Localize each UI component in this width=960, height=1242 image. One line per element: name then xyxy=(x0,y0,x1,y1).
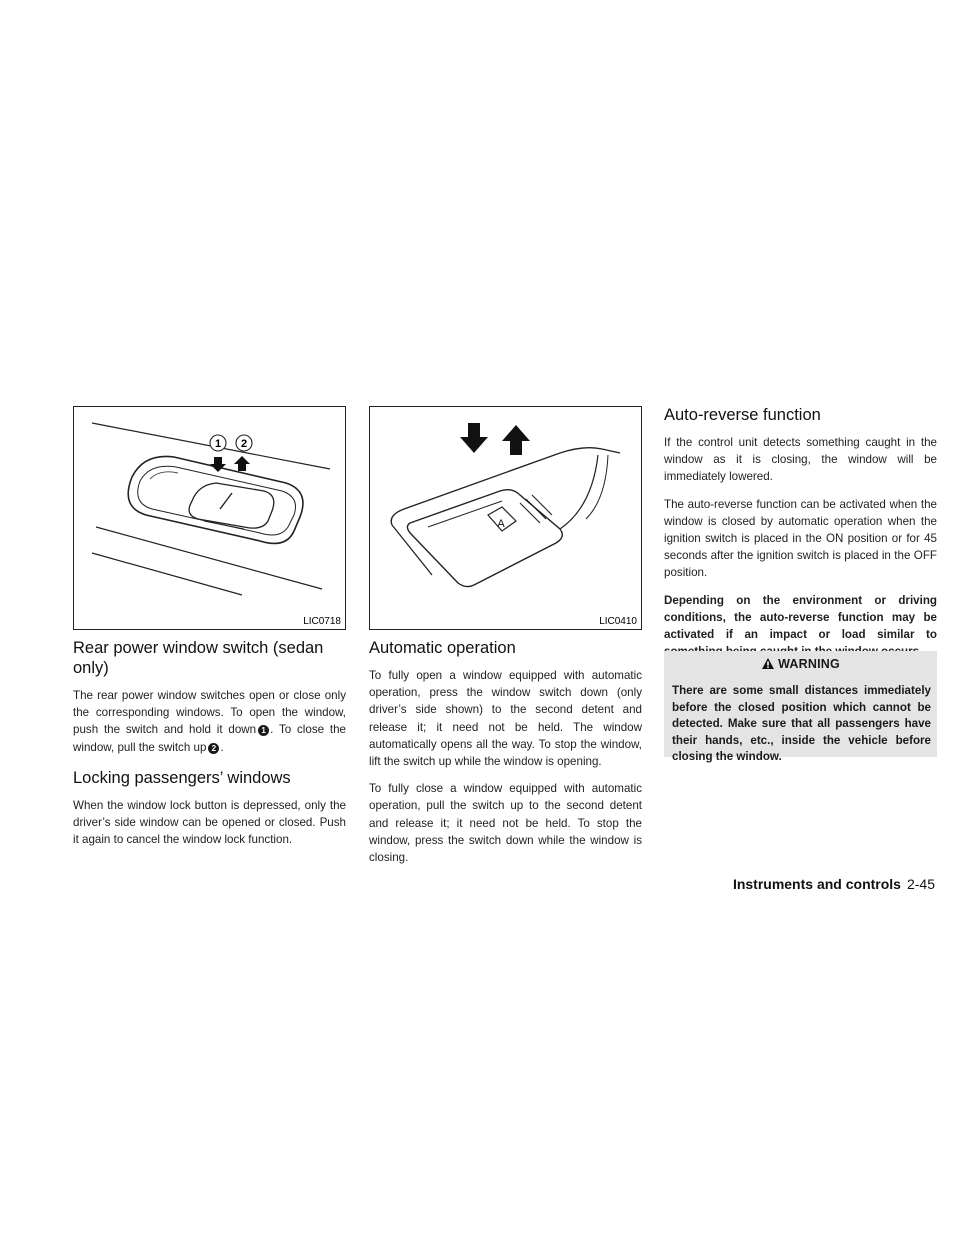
figure-code: LIC0718 xyxy=(303,616,341,627)
footer-section-title: Instruments and controls xyxy=(732,876,901,892)
warning-text: There are some small distances immediately before the closed position which cannot be detected. Make sure that all passengers have their hands, etc., inside the vehicle before closing the window. xyxy=(672,684,931,763)
column-1 xyxy=(73,638,346,858)
figure-code: LIC0410 xyxy=(599,616,637,627)
paragraph-auto-open: To fully open a window equipped with automatic operation, press the window switch down (only driver’s side shown) to the second detent and release it; it need not be held. The window automatically opens all the way. To stop the window, lift the switch up while the window is opening. xyxy=(369,669,642,769)
arrow-up-icon xyxy=(234,456,250,471)
auto-switch-illustration xyxy=(370,407,641,629)
figure-automatic-switch xyxy=(369,406,642,630)
column-2 xyxy=(369,638,642,876)
warning-box xyxy=(664,651,937,763)
warning-triangle-icon xyxy=(761,657,775,670)
paragraph-auto-close: To fully close a window equipped with automatic operation, pull the switch up to the second detent and release it; it need not be held. To stop the window, press the switch down while the window is closing. xyxy=(369,782,642,865)
rear-switch-illustration xyxy=(74,407,345,629)
paragraph-rear-window: The rear power window switches open or close only the corresponding windows. To open the window, push the switch and hold it down 1 . To close the window, pull the switch up 2 . xyxy=(73,689,346,754)
warning-title: WARNING xyxy=(664,651,937,675)
heading-automatic-operation: Automatic operation xyxy=(369,639,516,657)
paragraph-auto-reverse-3: Depending on the environment or driving conditions, the auto-reverse function may be activated if an impact or load similar to xyxy=(664,593,937,642)
paragraph-auto-reverse-1: If the control unit detects something caught in the window as it is closing, the window will be immediately lowered. xyxy=(664,436,937,484)
callout-2-label: 2 xyxy=(240,438,248,450)
arrow-up-icon xyxy=(502,425,530,455)
heading-auto-reverse: Auto-reverse function xyxy=(664,406,821,424)
arrow-down-icon xyxy=(460,423,488,453)
column-3 xyxy=(664,405,937,670)
heading-locking-windows: Locking passengers’ windows xyxy=(73,768,291,787)
heading-rear-window-switch: Rear power window switch (sedan only) xyxy=(73,639,324,677)
page-number: 2-45 xyxy=(906,876,935,892)
svg-text:A: A xyxy=(497,518,505,530)
callout-2-badge: 2 xyxy=(208,743,219,754)
paragraph-auto-reverse-2: The auto-reverse function can be activated when the window is closed by automatic operation when the ignition switch is placed in the ON position or for 45 seconds after the ignition switch is placed in the OFF position. xyxy=(664,497,937,580)
callout-1-label: 1 xyxy=(214,438,222,450)
paragraph-locking-windows: When the window lock button is depressed, only the driver’s side window can be opened or closed. Push it again to cancel the window lock function. xyxy=(73,798,346,847)
figure-rear-window-switch xyxy=(73,406,346,630)
callout-1-badge: 1 xyxy=(258,725,269,736)
page-footer xyxy=(733,876,935,892)
